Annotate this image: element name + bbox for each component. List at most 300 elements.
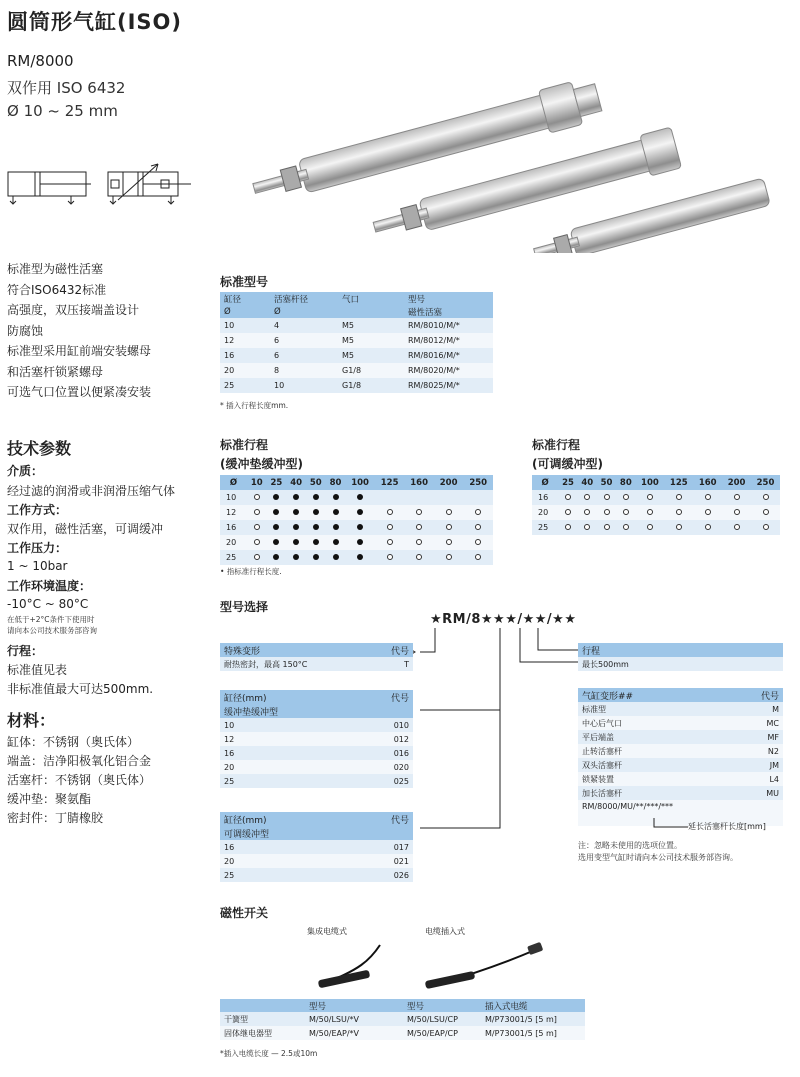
feature-item: 可选气口位置以便紧凑安装 — [7, 385, 152, 399]
temp-note: 请向本公司技术服务部咨询 — [7, 626, 97, 635]
stroke-cushion-table — [220, 475, 493, 565]
cell — [326, 490, 346, 505]
cell — [306, 520, 326, 535]
col-header: 25 — [270, 477, 283, 488]
standard-stroke-dot-icon — [357, 494, 363, 500]
standard-stroke-dot-icon — [273, 509, 279, 515]
cell: 止转活塞杆 — [582, 746, 622, 756]
cell — [267, 520, 287, 535]
special-variant-table — [220, 643, 413, 671]
cell: 标准型 — [582, 704, 606, 714]
cell — [616, 520, 635, 535]
cell — [558, 490, 577, 505]
stroke-adjust-subtitle: (可调缓冲型) — [532, 457, 603, 471]
cell — [463, 490, 493, 505]
table-row — [220, 520, 493, 535]
mode-value: 双作用，磁性活塞，可调缓冲 — [7, 522, 164, 536]
cell: 16 — [224, 842, 235, 852]
cell — [404, 520, 434, 535]
standard-stroke-dot-icon — [357, 554, 363, 560]
cell: 25 — [224, 870, 235, 880]
cell: 干簧型 — [224, 1014, 248, 1024]
bore-adjust-table — [220, 812, 413, 882]
cell — [434, 550, 464, 565]
cell — [375, 505, 405, 520]
cell — [404, 550, 434, 565]
cell: 6 — [274, 336, 280, 345]
optional-stroke-ring-icon — [475, 509, 481, 515]
col-header: 代号 — [356, 690, 413, 704]
cell: 25 — [224, 776, 235, 786]
cell: M/50/LSU/*V — [309, 1014, 360, 1024]
cell: RM/8000/MU/**/***/*** — [582, 802, 674, 811]
std-models-title: 标准型号 — [220, 275, 269, 289]
stroke-label: 行程： — [7, 644, 44, 658]
optional-stroke-ring-icon — [387, 524, 393, 530]
cell: M/P73001/5 [5 m] — [485, 1028, 557, 1038]
standard-stroke-dot-icon — [357, 509, 363, 515]
col-header: 代号 — [370, 643, 413, 657]
model-number: RM/8000 — [7, 52, 74, 70]
cell: 021 — [393, 856, 409, 866]
optional-stroke-ring-icon — [446, 509, 452, 515]
cell: RM/8016/M/* — [408, 351, 460, 360]
cell: 16 — [224, 748, 235, 758]
col-header: 200 — [727, 477, 746, 488]
col-header: 250 — [756, 477, 775, 488]
cell — [635, 490, 664, 505]
cell: N2 — [767, 746, 779, 756]
optional-stroke-ring-icon — [584, 494, 590, 500]
temp-value: -10°C ~ 80°C — [7, 597, 89, 611]
cell — [597, 520, 616, 535]
standard-stroke-dot-icon — [293, 509, 299, 515]
table-row — [578, 758, 783, 772]
cell: 10 — [226, 493, 237, 502]
feature-item: 标准型为磁性活塞 — [7, 262, 104, 276]
col-header: 缸径(mm) — [220, 690, 356, 704]
optional-stroke-ring-icon — [446, 539, 452, 545]
stroke-adjust-table — [532, 475, 780, 535]
cell: RM/8012/M/* — [408, 336, 460, 345]
optional-stroke-ring-icon — [254, 554, 260, 560]
table-row — [532, 490, 780, 505]
col-header: 气口 — [342, 294, 360, 305]
cell: RM/8020/M/* — [408, 366, 460, 375]
stroke-adjust-title: 标准行程 — [532, 438, 581, 452]
cell: 10 — [274, 381, 285, 390]
cell — [345, 505, 375, 520]
optional-stroke-ring-icon — [475, 554, 481, 560]
cell: 25 — [226, 553, 237, 562]
optional-stroke-ring-icon — [623, 524, 629, 530]
cell — [247, 505, 267, 520]
cell — [578, 490, 597, 505]
optional-stroke-ring-icon — [676, 509, 682, 515]
cell: 耐热密封，最高 150°C — [224, 659, 308, 669]
stroke-cushion-title: 标准行程 — [220, 438, 269, 452]
cell: 20 — [538, 508, 549, 517]
cell: 016 — [393, 748, 409, 758]
table-row — [220, 1026, 585, 1040]
col-header: 缸径(mm) — [220, 812, 349, 826]
cell — [404, 505, 434, 520]
feature-item: 标准型采用缸前端安装螺母 — [7, 344, 152, 358]
cell: JM — [769, 760, 779, 770]
material-item: 密封件：丁腈橡胶 — [7, 811, 104, 825]
cell: 20 — [224, 856, 235, 866]
col-header: 50 — [600, 477, 613, 488]
cell: 017 — [393, 842, 409, 852]
cell — [463, 535, 493, 550]
cell — [404, 490, 434, 505]
optional-stroke-ring-icon — [763, 524, 769, 530]
cell — [664, 520, 693, 535]
optional-stroke-ring-icon — [705, 524, 711, 530]
standard-stroke-dot-icon — [313, 539, 319, 545]
table-row — [220, 535, 493, 550]
cell: M/50/LSU/CP — [407, 1014, 458, 1024]
standard-stroke-dot-icon — [333, 494, 339, 500]
optional-stroke-ring-icon — [387, 554, 393, 560]
cell — [558, 505, 577, 520]
cell — [751, 520, 780, 535]
cell: 20 — [224, 366, 235, 375]
optional-stroke-ring-icon — [705, 494, 711, 500]
col-header: 可调缓冲型 — [220, 826, 349, 840]
selection-connector-lines — [410, 628, 590, 838]
cell — [635, 505, 664, 520]
cell — [597, 505, 616, 520]
cell — [722, 520, 751, 535]
optional-stroke-ring-icon — [705, 509, 711, 515]
table-row — [578, 702, 783, 716]
cell — [247, 535, 267, 550]
table-row — [220, 318, 493, 333]
standard-stroke-dot-icon — [313, 554, 319, 560]
cell — [326, 535, 346, 550]
cell: MF — [767, 732, 779, 742]
optional-stroke-ring-icon — [387, 539, 393, 545]
table-row — [220, 490, 493, 505]
cell — [722, 490, 751, 505]
pneumatic-symbol-icon — [5, 162, 195, 210]
diameter-range: Ø 10 ~ 25 mm — [7, 102, 118, 120]
optional-stroke-ring-icon — [604, 509, 610, 515]
optional-stroke-ring-icon — [676, 524, 682, 530]
cell — [247, 490, 267, 505]
cell — [267, 535, 287, 550]
cell: 加长活塞杆 — [582, 788, 622, 798]
table-row — [220, 550, 493, 565]
optional-stroke-ring-icon — [584, 509, 590, 515]
cell — [463, 505, 493, 520]
cell — [345, 520, 375, 535]
cell — [286, 505, 306, 520]
cell — [375, 550, 405, 565]
col-header: 160 — [410, 477, 428, 488]
selection-note: 注：忽略未使用的选项位置。 — [578, 841, 682, 850]
table-row — [220, 378, 493, 393]
optional-stroke-ring-icon — [254, 539, 260, 545]
switch-caption: 电缆插入式 — [425, 927, 465, 936]
cell — [693, 505, 722, 520]
cell: 025 — [393, 776, 409, 786]
standard-stroke-dot-icon — [333, 554, 339, 560]
col-header: 40 — [581, 477, 594, 488]
col-header: 代号 — [349, 812, 413, 826]
col-header — [338, 305, 404, 318]
optional-stroke-ring-icon — [647, 509, 653, 515]
cell — [345, 535, 375, 550]
col-header: 125 — [669, 477, 688, 488]
col-header: 代号 — [720, 688, 783, 702]
table-row — [532, 520, 780, 535]
cell — [578, 505, 597, 520]
cell — [247, 520, 267, 535]
cell — [306, 550, 326, 565]
cell — [375, 520, 405, 535]
optional-stroke-ring-icon — [734, 494, 740, 500]
optional-stroke-ring-icon — [623, 509, 629, 515]
cell: T — [404, 659, 409, 669]
col-header: 型号 — [407, 1001, 425, 1012]
optional-stroke-ring-icon — [647, 494, 653, 500]
selection-note: 选用变型气缸时请向本公司技术服务部咨询。 — [578, 853, 738, 862]
cell: RM/8010/M/* — [408, 321, 460, 330]
cylinder-product-image — [240, 68, 790, 253]
cell — [751, 505, 780, 520]
standard-stroke-dot-icon — [333, 524, 339, 530]
table-row — [220, 760, 413, 774]
cell — [375, 535, 405, 550]
table-row — [220, 505, 493, 520]
cell — [267, 550, 287, 565]
optional-stroke-ring-icon — [734, 509, 740, 515]
standard-stroke-dot-icon — [313, 524, 319, 530]
cell: M/P73001/5 [5 m] — [485, 1014, 557, 1024]
cell: M5 — [342, 351, 354, 360]
standard-stroke-dot-icon — [273, 494, 279, 500]
cell — [558, 520, 577, 535]
table-row — [220, 657, 413, 671]
col-header: 50 — [309, 477, 322, 488]
temp-note: 在低于+2°C条件下使用时 — [7, 615, 95, 624]
optional-stroke-ring-icon — [446, 554, 452, 560]
cell: 12 — [226, 508, 237, 517]
extension-desc: 延长活塞杆长度[mm] — [688, 822, 766, 831]
col-header: 100 — [351, 477, 369, 488]
standard-stroke-dot-icon — [293, 539, 299, 545]
table-row — [220, 718, 413, 732]
optional-stroke-ring-icon — [475, 524, 481, 530]
col-header: 25 — [562, 477, 574, 488]
cell — [306, 505, 326, 520]
switches-title: 磁性开关 — [220, 906, 269, 920]
cell: M5 — [342, 336, 354, 345]
standard-stroke-dot-icon — [357, 524, 363, 530]
table-row — [578, 772, 783, 786]
cell — [286, 490, 306, 505]
cell — [286, 550, 306, 565]
cell — [693, 520, 722, 535]
cell: 锁紧装置 — [582, 774, 614, 784]
cell — [597, 490, 616, 505]
optional-stroke-ring-icon — [416, 554, 422, 560]
temp-label: 工作环境温度： — [7, 579, 92, 593]
cell — [345, 490, 375, 505]
cell — [751, 490, 780, 505]
stroke-cushion-note: • 指标准行程长度. — [220, 567, 282, 576]
col-header: 160 — [698, 477, 717, 488]
cell — [326, 550, 346, 565]
cell: 平后端盖 — [582, 732, 614, 742]
table-row — [220, 746, 413, 760]
cell — [267, 505, 287, 520]
cell — [247, 550, 267, 565]
table-row — [220, 348, 493, 363]
cell: 16 — [538, 493, 549, 502]
tech-title: 技术参数 — [7, 439, 72, 458]
optional-stroke-ring-icon — [763, 509, 769, 515]
optional-stroke-ring-icon — [416, 509, 422, 515]
stroke-value: 标准值见表 — [7, 663, 68, 677]
cell — [434, 505, 464, 520]
col-header: 活塞杆径 — [274, 294, 309, 305]
feature-item: 防腐蚀 — [7, 323, 44, 338]
material-item: 活塞杆：不锈钢（奥氏体） — [7, 773, 152, 787]
cell: 010 — [393, 720, 409, 730]
switch-table — [220, 999, 585, 1040]
col-header: 特殊变形 — [220, 643, 370, 657]
cell — [722, 505, 751, 520]
material-item: 缸体：不锈钢（奥氏体） — [7, 735, 140, 749]
optional-stroke-ring-icon — [604, 494, 610, 500]
extension-pointer-line — [650, 818, 690, 832]
optional-stroke-ring-icon — [604, 524, 610, 530]
pressure-value: 1 ~ 10bar — [7, 559, 68, 573]
optional-stroke-ring-icon — [763, 494, 769, 500]
table-row — [532, 505, 780, 520]
cell: M — [772, 704, 779, 714]
cylinder-variant-table — [578, 688, 783, 826]
cell — [286, 535, 306, 550]
optional-stroke-ring-icon — [254, 494, 260, 500]
optional-stroke-ring-icon — [584, 524, 590, 530]
cell — [616, 490, 635, 505]
cell: RM/8025/M/* — [408, 381, 460, 390]
standard-stroke-dot-icon — [313, 494, 319, 500]
cell: L4 — [769, 774, 779, 784]
cell: 25 — [538, 523, 549, 532]
col-header: 磁性活塞 — [408, 307, 443, 318]
selection-title: 型号选择 — [220, 600, 269, 614]
stroke-value: 非标准值最大可达500mm. — [7, 682, 154, 696]
col-header: 10 — [250, 477, 263, 488]
cell: 012 — [393, 734, 409, 744]
table-row — [578, 716, 783, 730]
cell — [306, 490, 326, 505]
optional-stroke-ring-icon — [565, 524, 571, 530]
col-header: 250 — [469, 477, 488, 488]
standard-stroke-dot-icon — [313, 509, 319, 515]
col-header: Ø — [224, 306, 231, 317]
table-row — [578, 744, 783, 758]
pressure-label: 工作压力： — [7, 541, 68, 555]
cell — [664, 490, 693, 505]
cell: 中心后气口 — [582, 718, 622, 728]
cell: MU — [766, 788, 779, 798]
col-header: 插入式电缆 — [485, 1001, 528, 1012]
cell — [267, 490, 287, 505]
optional-stroke-ring-icon — [387, 509, 393, 515]
optional-stroke-ring-icon — [475, 539, 481, 545]
optional-stroke-ring-icon — [254, 509, 260, 515]
col-header: 40 — [290, 477, 303, 488]
materials-title: 材料： — [7, 711, 56, 730]
standard-stroke-dot-icon — [293, 554, 299, 560]
col-header — [220, 999, 305, 1012]
cell: M/50/EAP/CP — [407, 1028, 458, 1038]
cell: 25 — [224, 381, 235, 390]
cell: 8 — [274, 366, 280, 375]
optional-stroke-ring-icon — [647, 524, 653, 530]
table-row — [578, 786, 783, 800]
col-header: 缓冲垫缓冲型 — [220, 704, 356, 718]
cell — [463, 520, 493, 535]
col-header: 200 — [439, 477, 458, 488]
feature-item: 和活塞杆锁紧螺母 — [7, 364, 104, 379]
cell: 4 — [274, 321, 280, 330]
col-header: 100 — [641, 477, 659, 488]
cell — [434, 535, 464, 550]
magnetic-switch-image — [300, 940, 560, 995]
table-row — [220, 868, 413, 882]
cell: M5 — [342, 321, 354, 330]
mode-label: 工作方式： — [7, 503, 68, 517]
table-row — [220, 840, 413, 854]
standard-stroke-dot-icon — [357, 539, 363, 545]
page-title: 圆筒形气缸(ISO) — [7, 10, 182, 34]
optional-stroke-ring-icon — [446, 524, 452, 530]
cell: 12 — [224, 336, 235, 345]
col-header: 型号 — [309, 1001, 327, 1012]
col-header: 气缸变形## — [578, 688, 720, 702]
cell — [404, 535, 434, 550]
material-item: 端盖：洁净阳极氧化铝合金 — [7, 754, 152, 768]
cell — [434, 520, 464, 535]
standard-stroke-dot-icon — [273, 539, 279, 545]
optional-stroke-ring-icon — [254, 524, 260, 530]
cell: 12 — [224, 734, 235, 744]
table-row — [578, 657, 783, 671]
optional-stroke-ring-icon — [416, 524, 422, 530]
cell: 10 — [224, 720, 235, 730]
feature-list — [7, 259, 151, 403]
cell: MC — [766, 718, 779, 728]
col-header: 缸径 — [224, 294, 242, 305]
table-row — [220, 333, 493, 348]
cell: 026 — [393, 870, 409, 880]
cell: 020 — [393, 762, 409, 772]
col-header: 125 — [380, 477, 399, 488]
table-row — [220, 732, 413, 746]
cell: 最长500mm — [582, 659, 629, 669]
optional-stroke-ring-icon — [416, 539, 422, 545]
col-header: 行程 — [578, 643, 783, 657]
medium-label: 介质： — [7, 464, 44, 478]
table-row — [220, 854, 413, 868]
